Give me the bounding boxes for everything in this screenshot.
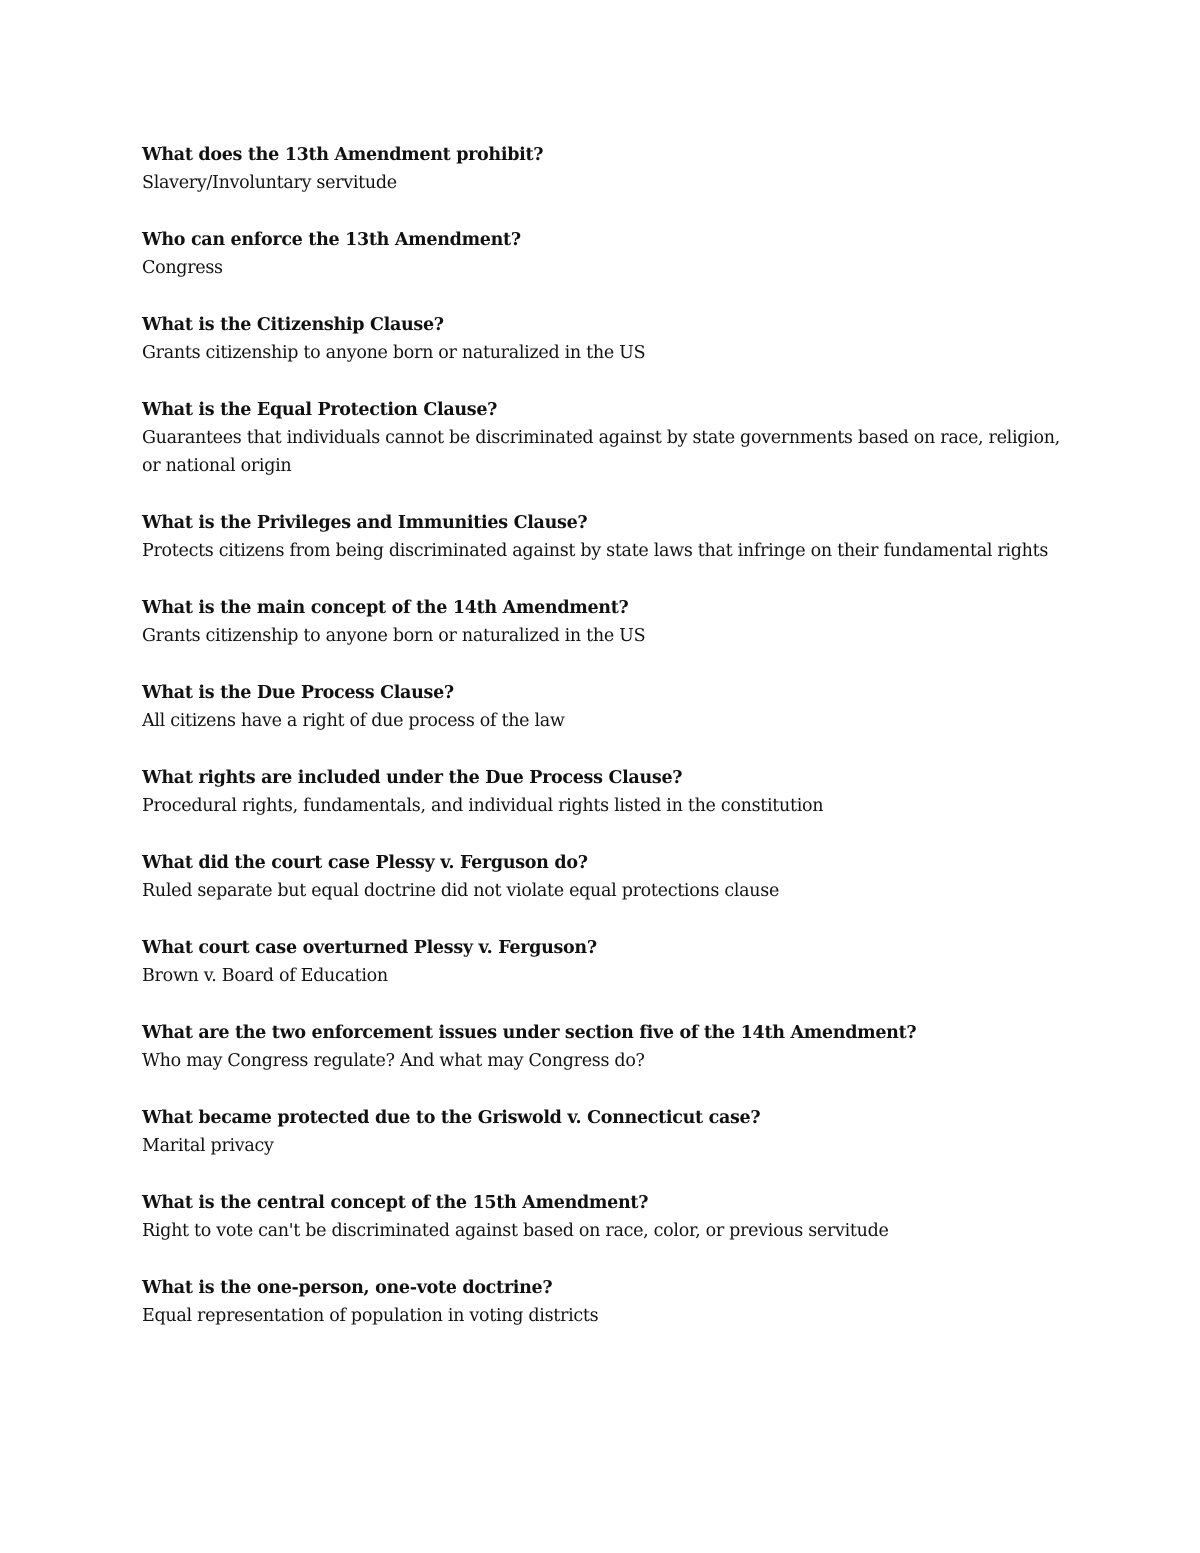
question-text: What is the Equal Protection Clause? <box>142 400 498 420</box>
qa-item <box>142 849 1062 905</box>
qa-item <box>142 1019 1062 1075</box>
answer-text: Right to vote can't be discriminated against based on race, color, or previous servitude <box>142 1221 889 1241</box>
answer-text: Congress <box>142 258 223 278</box>
answer-text: Guarantees that individuals cannot be discriminated against by state governments based on race, religion, or national origin <box>142 428 1060 476</box>
question-text: What did the court case Plessy v. Ferguson do? <box>142 853 588 873</box>
qa-item <box>142 679 1062 735</box>
question-text: Who can enforce the 13th Amendment? <box>142 230 521 250</box>
answer-text: Brown v. Board of Education <box>142 966 388 986</box>
question-text: What is the Privileges and Immunities Clause? <box>142 513 588 533</box>
answer-text: Slavery/Involuntary servitude <box>142 173 397 193</box>
answer-text: Equal representation of population in voting districts <box>142 1306 599 1326</box>
question-text: What is the one-person, one-vote doctrine? <box>142 1278 553 1298</box>
question-text: What are the two enforcement issues under section five of the 14th Amendment? <box>142 1023 917 1043</box>
question-text: What rights are included under the Due Process Clause? <box>142 768 683 788</box>
qa-item <box>142 311 1062 367</box>
document-page <box>142 141 1062 1359</box>
answer-text: All citizens have a right of due process of the law <box>142 711 565 731</box>
question-text: What is the Due Process Clause? <box>142 683 454 703</box>
question-text: What is the Citizenship Clause? <box>142 315 444 335</box>
qa-item <box>142 509 1062 565</box>
qa-item <box>142 396 1062 480</box>
answer-text: Grants citizenship to anyone born or naturalized in the US <box>142 626 646 646</box>
qa-item <box>142 934 1062 990</box>
answer-text: Ruled separate but equal doctrine did not violate equal protections clause <box>142 881 780 901</box>
question-text: What is the main concept of the 14th Amendment? <box>142 598 629 618</box>
answer-text: Grants citizenship to anyone born or naturalized in the US <box>142 343 646 363</box>
question-text: What became protected due to the Griswold v. Connecticut case? <box>142 1108 761 1128</box>
qa-item <box>142 764 1062 820</box>
question-text: What does the 13th Amendment prohibit? <box>142 145 544 165</box>
qa-item <box>142 226 1062 282</box>
qa-item <box>142 141 1062 197</box>
qa-item <box>142 1274 1062 1330</box>
question-text: What is the central concept of the 15th Amendment? <box>142 1193 649 1213</box>
question-text: What court case overturned Plessy v. Ferguson? <box>142 938 597 958</box>
answer-text: Marital privacy <box>142 1136 274 1156</box>
answer-text: Protects citizens from being discriminated against by state laws that infringe on their fundamental rights <box>142 541 1049 561</box>
qa-item <box>142 594 1062 650</box>
qa-item <box>142 1189 1062 1245</box>
qa-item <box>142 1104 1062 1160</box>
answer-text: Procedural rights, fundamentals, and individual rights listed in the constitution <box>142 796 824 816</box>
answer-text: Who may Congress regulate? And what may Congress do? <box>142 1051 645 1071</box>
